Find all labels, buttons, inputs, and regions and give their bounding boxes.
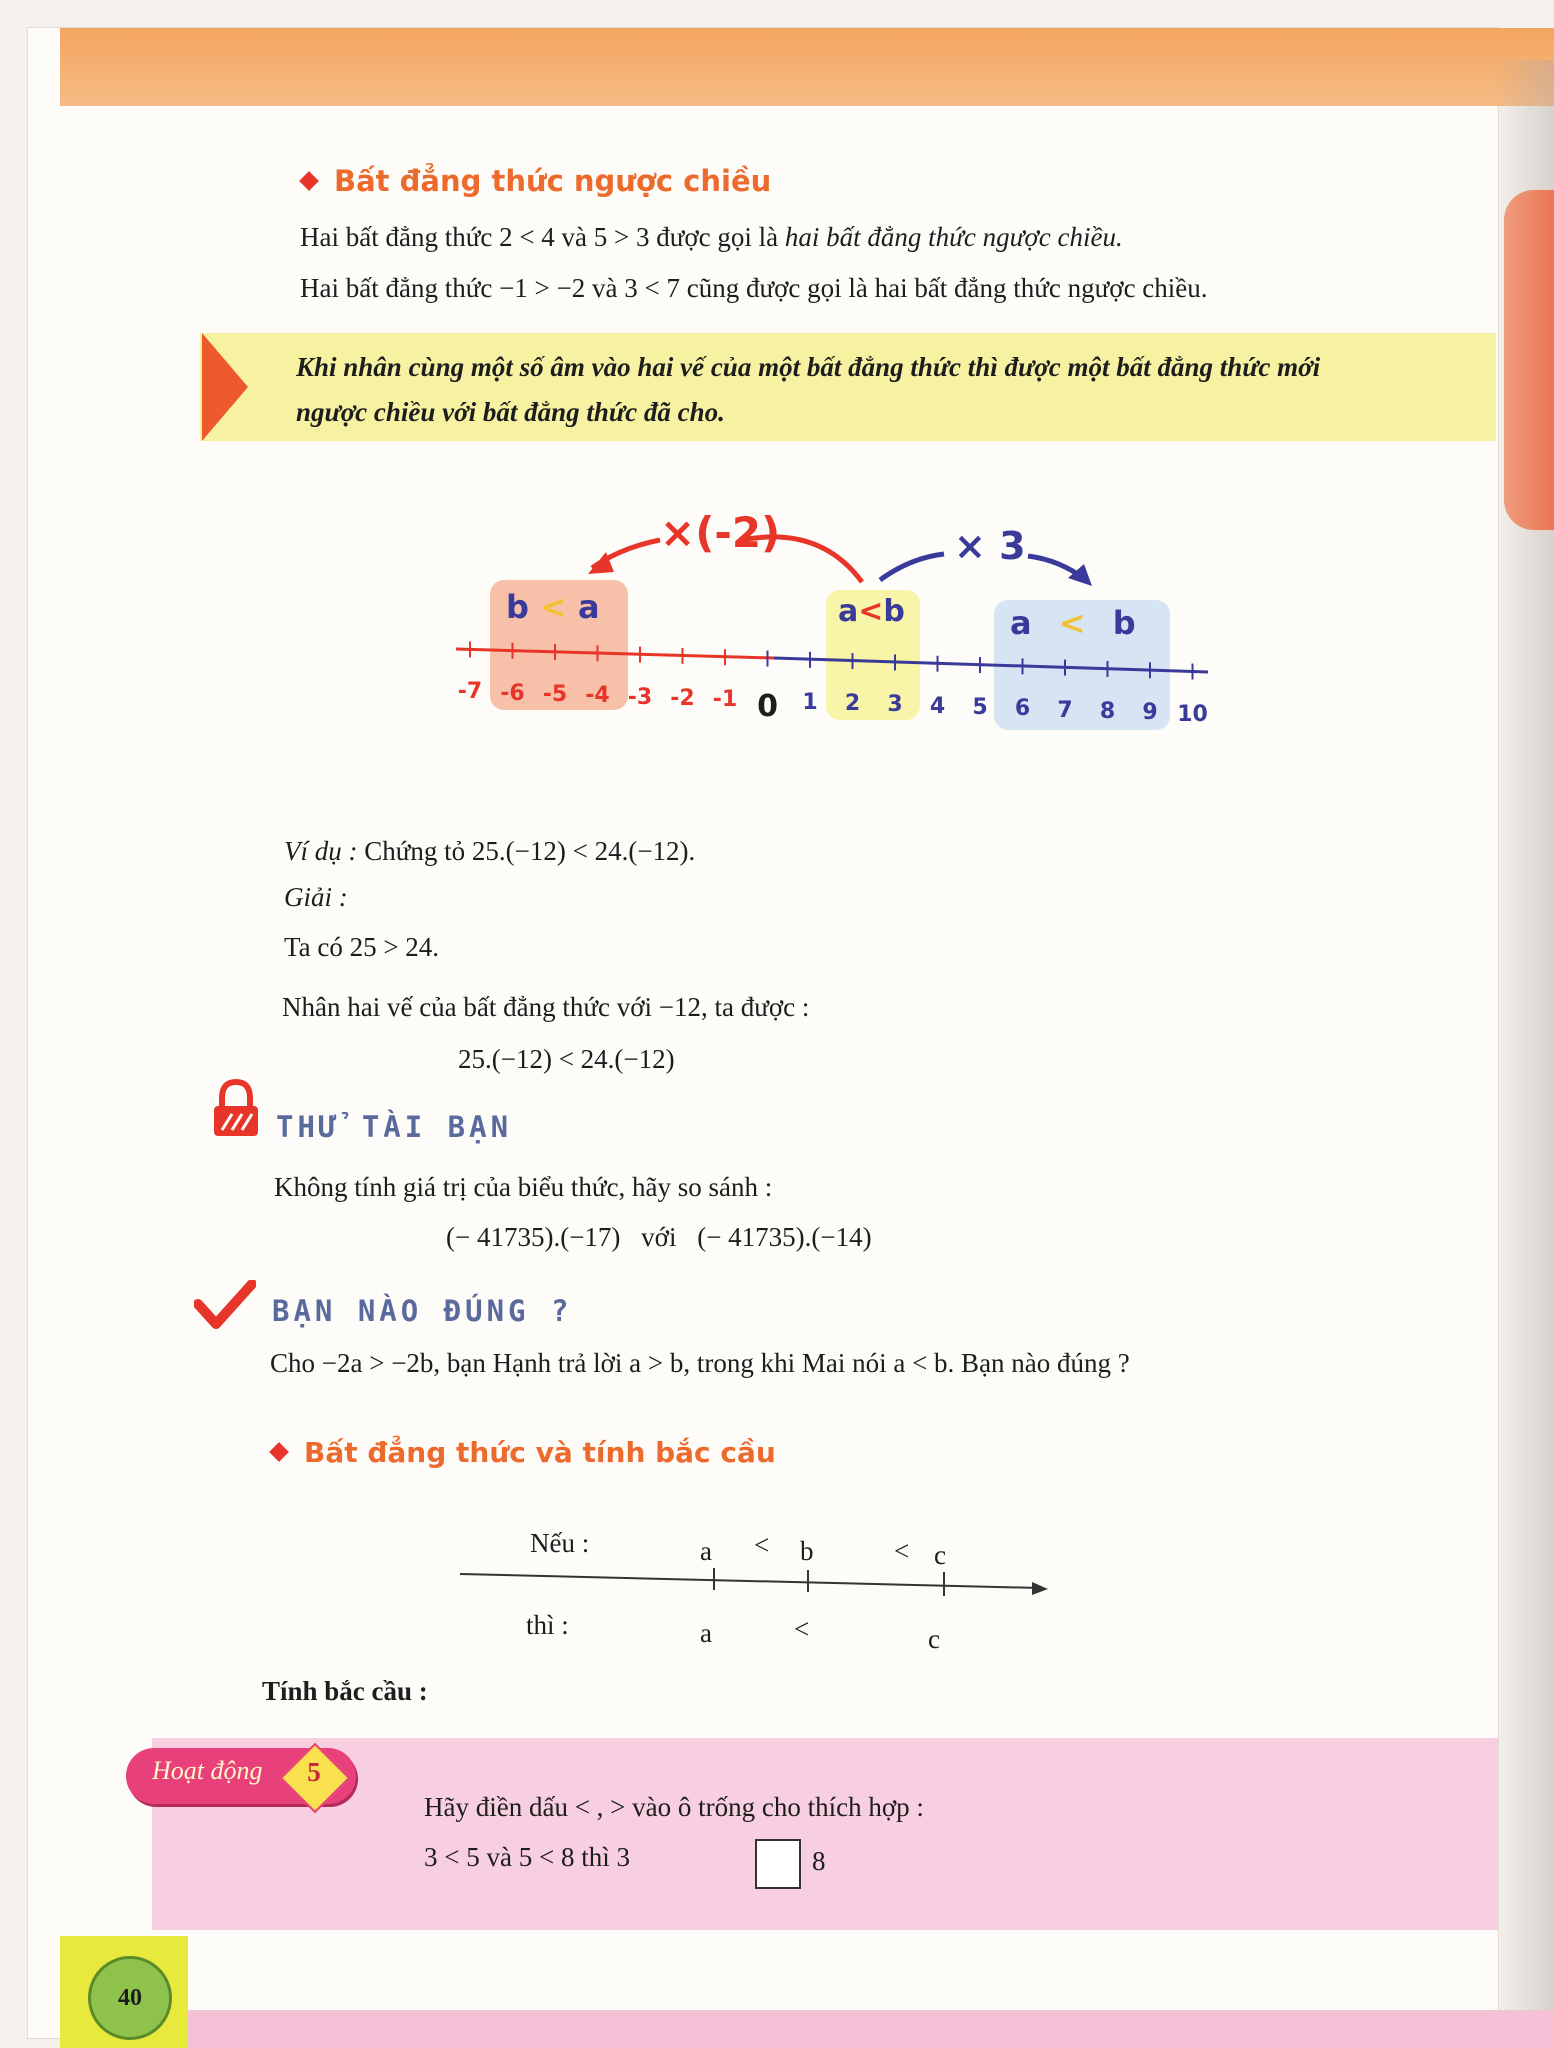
axis-negative-segment [456,649,774,658]
if-lt-1: < [754,1530,770,1560]
page-number: 40 [88,1956,172,2040]
label-times-three: × 3 [954,524,1026,568]
tick-label: -7 [457,679,483,705]
transitive-axis [460,1560,1060,1600]
tick-label: 6 [1014,696,1031,722]
expression-left: (− 41735).(−17) [446,1222,621,1252]
chip-right-inequality [1010,604,1136,642]
then-label: thì : [526,1610,569,1640]
rule-line-2: ngược chiều với bất đẳng thức đã cho. [296,397,725,427]
tick-label: 5 [972,695,988,721]
expression-right: (− 41735).(−14) [697,1222,872,1252]
chip-right-op: < [1058,604,1086,642]
tick-label: 4 [929,693,946,719]
activity-expression-end: 8 [812,1846,826,1876]
arrow-times-three-curve [880,554,944,580]
checkmark-icon [194,1280,256,1330]
heading-text: Bất đẳng thức ngược chiều [334,164,772,198]
solution-label: Giải : [284,882,348,912]
tick-label: 8 [1099,698,1116,724]
definition-text: Hai bất đẳng thức 2 < 4 và 5 > 3 được gọi là [300,222,785,252]
diamond-bullet-icon [269,1442,289,1462]
tick-label: -1 [712,687,738,713]
solution-step-2: Nhân hai vế của bất đẳng thức với −12, ta được : [282,992,810,1022]
who-is-right-text: Cho −2a > −2b, bạn Hạnh trả lời a > b, trong khi Mai nói a < b. Bạn nào đúng ? [270,1348,1130,1378]
chip-mid-var2: b [883,594,905,629]
chip-left-op: < [540,588,567,626]
chip-left-inequality [506,588,600,626]
tick-label: 0 [757,688,778,724]
activity-number: 5 [307,1757,321,1787]
chip-mid-inequality [838,594,905,629]
if-b: b [800,1536,814,1566]
then-a: a [700,1618,712,1648]
axis-positive-segment [774,658,1208,672]
section-heading-transitive [272,1436,776,1469]
definition-line-2: Hai bất đẳng thức −1 > −2 và 3 < 7 cũng được gọi là hai bất đẳng thức ngược chiều. [300,273,1208,303]
tick-label: -3 [627,684,653,710]
rule-line-1: Khi nhân cùng một số âm vào hai vế của một bất đẳng thức thì được một bất đẳng thức mới [296,352,1321,382]
activity-expression: 3 < 5 và 5 < 8 thì 3 [424,1842,630,1872]
expression-connector: với [641,1222,677,1252]
try-yourself-text: Không tính giá trị của biểu thức, hãy so sánh : [274,1172,773,1202]
tick-label: 3 [887,692,903,718]
tick-label: -6 [500,680,525,706]
heading-text: Bất đẳng thức và tính bắc cầu [304,1436,776,1469]
tick-label: -4 [585,683,610,709]
answer-input-box[interactable] [755,1839,801,1889]
number-line-figure [0,0,1554,760]
chip-left-var1: b [506,588,529,626]
chip-mid-op: < [858,594,884,629]
tick-label: -2 [670,685,695,711]
tick-label: 2 [844,691,861,717]
activity-label: Hoạt động [152,1756,263,1785]
chip-right-var2: b [1112,604,1136,642]
example-line [284,836,695,867]
chip-left-var2: a [578,588,600,626]
if-label: Nếu : [530,1528,590,1558]
example-label: Ví dụ : [284,836,358,866]
definition-term: hai bất đẳng thức ngược chiều. [784,222,1123,252]
solution-result: 25.(−12) < 24.(−12) [458,1044,675,1074]
tick-label: 10 [1177,701,1208,727]
if-c: c [934,1540,946,1570]
then-c: c [928,1624,940,1654]
bottom-band [188,2010,1554,2048]
then-lt: < [794,1614,810,1644]
if-a: a [700,1536,712,1566]
number-line-svg [0,0,1554,760]
chip-mid-var1: a [838,594,859,629]
transitive-label: Tính bắc cầu : [262,1676,428,1706]
example-statement: Chứng tỏ 25.(−12) < 24.(−12). [364,836,696,866]
lock-icon [210,1078,262,1142]
label-times-minus-two: ×(-2) [660,508,781,557]
activity-instruction: Hãy điền dấu < , > vào ô trống cho thích hợp : [424,1792,924,1822]
chip-right-var1: a [1010,604,1032,642]
tick-label: -5 [542,682,568,708]
try-yourself-expression [446,1222,872,1253]
tick-label: 7 [1057,697,1073,723]
tick-label: 1 [802,689,818,715]
try-yourself-heading: THỬ TÀI BẠN [276,1110,513,1144]
tick-label: 9 [1142,700,1158,726]
who-is-right-heading: BẠN NÀO ĐÚNG ? [272,1294,573,1328]
solution-step-1: Ta có 25 > 24. [284,932,440,962]
arrow-right-head-icon [1068,564,1092,586]
if-lt-2: < [894,1536,910,1566]
